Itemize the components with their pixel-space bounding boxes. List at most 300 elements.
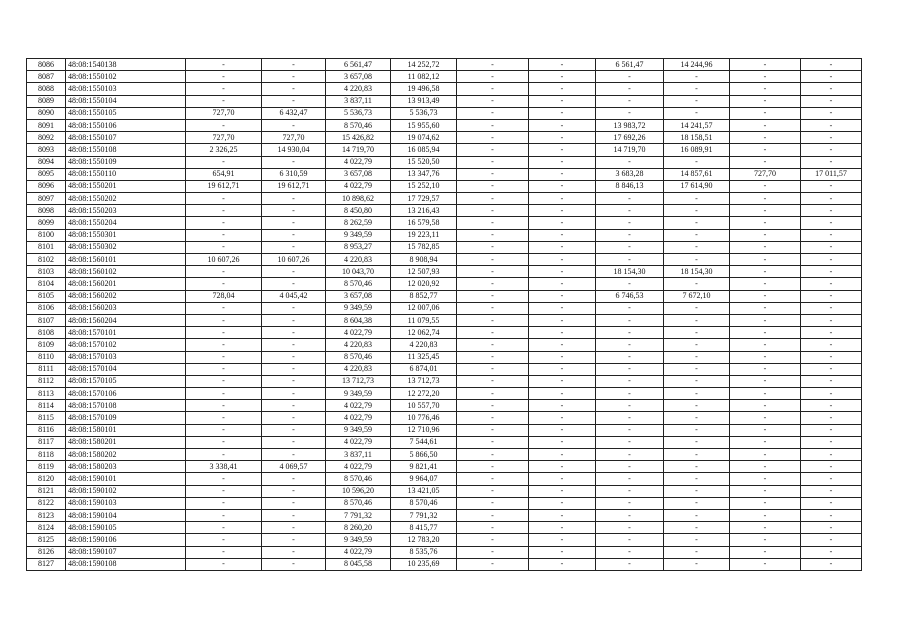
cadastral-number-cell: 48:08:1550302 — [66, 241, 186, 253]
table-row — [27, 351, 862, 363]
value-cell: - — [262, 83, 326, 95]
value-cell: 15 520,50 — [391, 156, 457, 168]
cadastral-number-cell: 48:08:1550108 — [66, 144, 186, 156]
table-row — [27, 156, 862, 168]
value-cell: - — [262, 388, 326, 400]
value-cell: - — [262, 485, 326, 497]
value-cell: 13 216,43 — [391, 205, 457, 217]
value-cell: - — [186, 534, 262, 546]
value-cell: - — [186, 375, 262, 387]
table-row — [27, 278, 862, 290]
value-cell: - — [529, 461, 596, 473]
value-cell: - — [730, 473, 801, 485]
value-cell: 9 349,59 — [326, 534, 391, 546]
cadastral-number-cell: 48:08:1570104 — [66, 363, 186, 375]
value-cell: - — [262, 558, 326, 570]
table-row — [27, 314, 862, 326]
value-cell: 16 085,94 — [391, 144, 457, 156]
value-cell: - — [186, 95, 262, 107]
cadastral-number-cell: 48:08:1570109 — [66, 412, 186, 424]
value-cell: - — [801, 424, 862, 436]
value-cell: - — [262, 119, 326, 131]
value-cell: 10 235,69 — [391, 558, 457, 570]
value-cell: - — [457, 193, 529, 205]
cadastral-number-cell: 48:08:1550202 — [66, 193, 186, 205]
value-cell: - — [457, 241, 529, 253]
cadastral-number-cell: 48:08:1570101 — [66, 327, 186, 339]
row-number-cell: 8105 — [27, 290, 66, 302]
value-cell: 14 930,04 — [262, 144, 326, 156]
row-number-cell: 8090 — [27, 107, 66, 119]
value-cell: 727,70 — [730, 168, 801, 180]
value-cell: 9 349,59 — [326, 229, 391, 241]
cadastral-number-cell: 48:08:1550104 — [66, 95, 186, 107]
value-cell: 5 536,73 — [326, 107, 391, 119]
value-cell: - — [529, 314, 596, 326]
value-cell: - — [596, 558, 664, 570]
value-cell: - — [186, 302, 262, 314]
value-cell: - — [529, 327, 596, 339]
value-cell: - — [801, 449, 862, 461]
value-cell: - — [664, 193, 730, 205]
value-cell: 3 837,11 — [326, 95, 391, 107]
value-cell: 11 325,45 — [391, 351, 457, 363]
value-cell: - — [596, 522, 664, 534]
table-row — [27, 363, 862, 375]
table-row — [27, 400, 862, 412]
value-cell: - — [186, 193, 262, 205]
value-cell: - — [529, 95, 596, 107]
value-cell: - — [730, 193, 801, 205]
value-cell: - — [596, 363, 664, 375]
value-cell: - — [596, 314, 664, 326]
value-cell: - — [730, 558, 801, 570]
value-cell: - — [457, 119, 529, 131]
value-cell: - — [262, 241, 326, 253]
row-number-cell: 8091 — [27, 119, 66, 131]
value-cell: - — [801, 339, 862, 351]
row-number-cell: 8119 — [27, 461, 66, 473]
value-cell: - — [664, 302, 730, 314]
row-number-cell: 8103 — [27, 266, 66, 278]
value-cell: - — [457, 144, 529, 156]
value-cell: - — [186, 241, 262, 253]
value-cell: - — [262, 351, 326, 363]
value-cell: - — [730, 217, 801, 229]
cadastral-number-cell: 48:08:1550103 — [66, 83, 186, 95]
value-cell: - — [801, 290, 862, 302]
value-cell: - — [801, 497, 862, 509]
value-cell: - — [730, 522, 801, 534]
value-cell: - — [186, 339, 262, 351]
value-cell: - — [596, 436, 664, 448]
value-cell: - — [529, 180, 596, 192]
table-row — [27, 83, 862, 95]
value-cell: - — [186, 522, 262, 534]
table-row — [27, 205, 862, 217]
cadastral-number-cell: 48:08:1550204 — [66, 217, 186, 229]
value-cell: - — [262, 473, 326, 485]
value-cell: 8 450,80 — [326, 205, 391, 217]
value-cell: 8 953,27 — [326, 241, 391, 253]
value-cell: - — [801, 534, 862, 546]
value-cell: 727,70 — [186, 132, 262, 144]
value-cell: - — [262, 412, 326, 424]
value-cell: 6 432,47 — [262, 107, 326, 119]
value-cell: - — [596, 546, 664, 558]
value-cell: - — [529, 266, 596, 278]
row-number-cell: 8095 — [27, 168, 66, 180]
value-cell: 10 557,70 — [391, 400, 457, 412]
cadastral-number-cell: 48:08:1550301 — [66, 229, 186, 241]
value-cell: - — [664, 205, 730, 217]
value-cell: 4 220,83 — [326, 363, 391, 375]
value-cell: 19 074,62 — [391, 132, 457, 144]
value-cell: - — [529, 290, 596, 302]
value-cell: - — [730, 254, 801, 266]
value-cell: - — [801, 314, 862, 326]
value-cell: - — [664, 388, 730, 400]
value-cell: - — [186, 217, 262, 229]
row-number-cell: 8118 — [27, 449, 66, 461]
table-row — [27, 375, 862, 387]
value-cell: - — [457, 107, 529, 119]
value-cell: - — [801, 485, 862, 497]
value-cell: - — [664, 156, 730, 168]
value-cell: - — [596, 71, 664, 83]
cadastral-number-cell: 48:08:1550201 — [66, 180, 186, 192]
cadastral-number-cell: 48:08:1590108 — [66, 558, 186, 570]
row-number-cell: 8115 — [27, 412, 66, 424]
cadastral-number-cell: 48:08:1560101 — [66, 254, 186, 266]
value-cell: - — [664, 95, 730, 107]
cadastral-number-cell: 48:08:1580203 — [66, 461, 186, 473]
value-cell: - — [730, 509, 801, 521]
table-row — [27, 339, 862, 351]
value-cell: - — [664, 449, 730, 461]
cadastral-number-cell: 48:08:1560202 — [66, 290, 186, 302]
value-cell: 4 022,79 — [326, 180, 391, 192]
value-cell: 4 022,79 — [326, 156, 391, 168]
cadastral-number-cell: 48:08:1580201 — [66, 436, 186, 448]
value-cell: 14 241,57 — [664, 119, 730, 131]
value-cell: - — [457, 266, 529, 278]
cadastral-number-cell: 48:08:1590105 — [66, 522, 186, 534]
value-cell: - — [730, 71, 801, 83]
value-cell: - — [730, 229, 801, 241]
table-body — [27, 59, 862, 571]
value-cell: - — [457, 180, 529, 192]
value-cell: 6 561,47 — [326, 59, 391, 71]
value-cell: - — [801, 59, 862, 71]
value-cell: - — [457, 461, 529, 473]
value-cell: - — [730, 327, 801, 339]
value-cell: 7 791,32 — [326, 509, 391, 521]
value-cell: - — [186, 119, 262, 131]
row-number-cell: 8112 — [27, 375, 66, 387]
value-cell: - — [186, 485, 262, 497]
value-cell: 8 570,46 — [326, 351, 391, 363]
value-cell: - — [664, 375, 730, 387]
value-cell: - — [801, 509, 862, 521]
value-cell: - — [801, 436, 862, 448]
value-cell: 5 866,50 — [391, 449, 457, 461]
cadastral-number-cell: 48:08:1570105 — [66, 375, 186, 387]
value-cell: - — [457, 449, 529, 461]
row-number-cell: 8114 — [27, 400, 66, 412]
value-cell: - — [262, 424, 326, 436]
value-cell: 15 252,10 — [391, 180, 457, 192]
value-cell: - — [730, 546, 801, 558]
value-cell: - — [457, 388, 529, 400]
value-cell: 8 045,58 — [326, 558, 391, 570]
value-cell: 9 349,59 — [326, 302, 391, 314]
value-cell: - — [730, 351, 801, 363]
value-cell: - — [262, 363, 326, 375]
value-cell: - — [529, 363, 596, 375]
value-cell: - — [596, 375, 664, 387]
value-cell: - — [664, 546, 730, 558]
value-cell: 8 415,77 — [391, 522, 457, 534]
value-cell: - — [529, 144, 596, 156]
value-cell: 8 570,46 — [391, 497, 457, 509]
value-cell: - — [262, 156, 326, 168]
value-cell: - — [664, 400, 730, 412]
cadastral-number-cell: 48:08:1580202 — [66, 449, 186, 461]
value-cell: 14 244,96 — [664, 59, 730, 71]
value-cell: - — [186, 278, 262, 290]
value-cell: - — [457, 83, 529, 95]
value-cell: 13 347,76 — [391, 168, 457, 180]
value-cell: 6 310,59 — [262, 168, 326, 180]
value-cell: - — [529, 83, 596, 95]
value-cell: - — [801, 193, 862, 205]
value-cell: - — [596, 229, 664, 241]
value-cell: - — [801, 205, 862, 217]
value-cell: - — [664, 241, 730, 253]
value-cell: - — [529, 473, 596, 485]
value-cell: - — [801, 229, 862, 241]
value-cell: 7 544,61 — [391, 436, 457, 448]
value-cell: - — [186, 473, 262, 485]
table-row — [27, 497, 862, 509]
value-cell: - — [186, 497, 262, 509]
row-number-cell: 8123 — [27, 509, 66, 521]
value-cell: 13 712,73 — [326, 375, 391, 387]
cadastral-number-cell: 48:08:1550109 — [66, 156, 186, 168]
value-cell: - — [730, 339, 801, 351]
value-cell: - — [262, 302, 326, 314]
value-cell: - — [262, 375, 326, 387]
value-cell: - — [730, 119, 801, 131]
value-cell: 16 579,58 — [391, 217, 457, 229]
value-cell: - — [730, 59, 801, 71]
value-cell: 8 570,46 — [326, 278, 391, 290]
cadastral-number-cell: 48:08:1540138 — [66, 59, 186, 71]
value-cell: 8 260,20 — [326, 522, 391, 534]
table-row — [27, 436, 862, 448]
value-cell: - — [262, 59, 326, 71]
value-cell: - — [664, 339, 730, 351]
value-cell: 4 022,79 — [326, 546, 391, 558]
value-cell: 8 852,77 — [391, 290, 457, 302]
value-cell: - — [457, 351, 529, 363]
value-cell: 15 782,85 — [391, 241, 457, 253]
value-cell: - — [186, 266, 262, 278]
value-cell: 17 729,57 — [391, 193, 457, 205]
value-cell: - — [529, 436, 596, 448]
value-cell: - — [262, 95, 326, 107]
table-row — [27, 412, 862, 424]
value-cell: - — [457, 132, 529, 144]
value-cell: - — [596, 534, 664, 546]
value-cell: 18 158,51 — [664, 132, 730, 144]
cadastral-number-cell: 48:08:1590106 — [66, 534, 186, 546]
table-row — [27, 144, 862, 156]
cadastral-number-cell: 48:08:1590103 — [66, 497, 186, 509]
value-cell: - — [596, 217, 664, 229]
value-cell: - — [730, 497, 801, 509]
value-cell: 15 955,60 — [391, 119, 457, 131]
value-cell: - — [664, 351, 730, 363]
row-number-cell: 8107 — [27, 314, 66, 326]
value-cell: 19 612,71 — [186, 180, 262, 192]
value-cell: - — [730, 424, 801, 436]
value-cell: - — [262, 509, 326, 521]
value-cell: - — [457, 290, 529, 302]
value-cell: - — [529, 558, 596, 570]
value-cell: - — [457, 217, 529, 229]
cadastral-number-cell: 48:08:1580101 — [66, 424, 186, 436]
value-cell: - — [664, 314, 730, 326]
table-row — [27, 522, 862, 534]
value-cell: 4 220,83 — [326, 83, 391, 95]
value-cell: - — [262, 449, 326, 461]
value-cell: - — [801, 388, 862, 400]
cadastral-number-cell: 48:08:1570102 — [66, 339, 186, 351]
cadastral-number-cell: 48:08:1550106 — [66, 119, 186, 131]
value-cell: 4 022,79 — [326, 327, 391, 339]
value-cell: - — [457, 497, 529, 509]
value-cell: - — [801, 302, 862, 314]
value-cell: - — [664, 229, 730, 241]
value-cell: - — [730, 449, 801, 461]
value-cell: 727,70 — [262, 132, 326, 144]
value-cell: - — [529, 388, 596, 400]
value-cell: - — [596, 241, 664, 253]
table-row — [27, 95, 862, 107]
row-number-cell: 8101 — [27, 241, 66, 253]
value-cell: - — [529, 278, 596, 290]
value-cell: 4 069,57 — [262, 461, 326, 473]
row-number-cell: 8088 — [27, 83, 66, 95]
value-cell: - — [801, 266, 862, 278]
value-cell: - — [801, 156, 862, 168]
value-cell: - — [186, 509, 262, 521]
value-cell: - — [186, 436, 262, 448]
value-cell: - — [664, 327, 730, 339]
value-cell: - — [262, 314, 326, 326]
value-cell: - — [664, 522, 730, 534]
row-number-cell: 8113 — [27, 388, 66, 400]
value-cell: - — [664, 363, 730, 375]
value-cell: - — [457, 473, 529, 485]
cadastral-number-cell: 48:08:1590107 — [66, 546, 186, 558]
value-cell: - — [801, 83, 862, 95]
value-cell: - — [529, 156, 596, 168]
table-row — [27, 302, 862, 314]
cadastral-number-cell: 48:08:1560102 — [66, 266, 186, 278]
value-cell: - — [664, 534, 730, 546]
value-cell: - — [664, 412, 730, 424]
value-cell: - — [529, 497, 596, 509]
value-cell: - — [529, 205, 596, 217]
row-number-cell: 8089 — [27, 95, 66, 107]
value-cell: - — [529, 107, 596, 119]
value-cell: - — [801, 132, 862, 144]
value-cell: - — [801, 363, 862, 375]
value-cell: 19 223,11 — [391, 229, 457, 241]
value-cell: 9 964,07 — [391, 473, 457, 485]
row-number-cell: 8120 — [27, 473, 66, 485]
table-row — [27, 558, 862, 570]
cadastral-number-cell: 48:08:1570106 — [66, 388, 186, 400]
value-cell: 3 837,11 — [326, 449, 391, 461]
cadastral-number-cell: 48:08:1570103 — [66, 351, 186, 363]
table-row — [27, 266, 862, 278]
value-cell: 10 607,26 — [186, 254, 262, 266]
value-cell: - — [529, 241, 596, 253]
value-cell: - — [730, 461, 801, 473]
value-cell: - — [457, 400, 529, 412]
value-cell: - — [262, 278, 326, 290]
value-cell: - — [457, 546, 529, 558]
table-row — [27, 59, 862, 71]
value-cell: - — [730, 400, 801, 412]
value-cell: - — [457, 485, 529, 497]
value-cell: - — [801, 254, 862, 266]
value-cell: - — [457, 156, 529, 168]
value-cell: - — [596, 388, 664, 400]
value-cell: 12 272,20 — [391, 388, 457, 400]
value-cell: 11 079,55 — [391, 314, 457, 326]
value-cell: - — [529, 168, 596, 180]
row-number-cell: 8116 — [27, 424, 66, 436]
value-cell: - — [596, 327, 664, 339]
value-cell: - — [801, 180, 862, 192]
value-cell: 8 570,46 — [326, 473, 391, 485]
value-cell: - — [730, 266, 801, 278]
table-row — [27, 132, 862, 144]
value-cell: - — [730, 412, 801, 424]
table-row — [27, 119, 862, 131]
value-cell: 6 874,01 — [391, 363, 457, 375]
value-cell: 4 022,79 — [326, 461, 391, 473]
value-cell: - — [801, 241, 862, 253]
value-cell: - — [801, 107, 862, 119]
value-cell: - — [730, 485, 801, 497]
table-row — [27, 180, 862, 192]
cadastral-number-cell: 48:08:1590104 — [66, 509, 186, 521]
value-cell: - — [457, 558, 529, 570]
data-table — [26, 58, 862, 571]
value-cell: - — [529, 546, 596, 558]
value-cell: 4 022,79 — [326, 436, 391, 448]
row-number-cell: 8108 — [27, 327, 66, 339]
value-cell: - — [457, 412, 529, 424]
value-cell: - — [262, 534, 326, 546]
value-cell: - — [186, 156, 262, 168]
